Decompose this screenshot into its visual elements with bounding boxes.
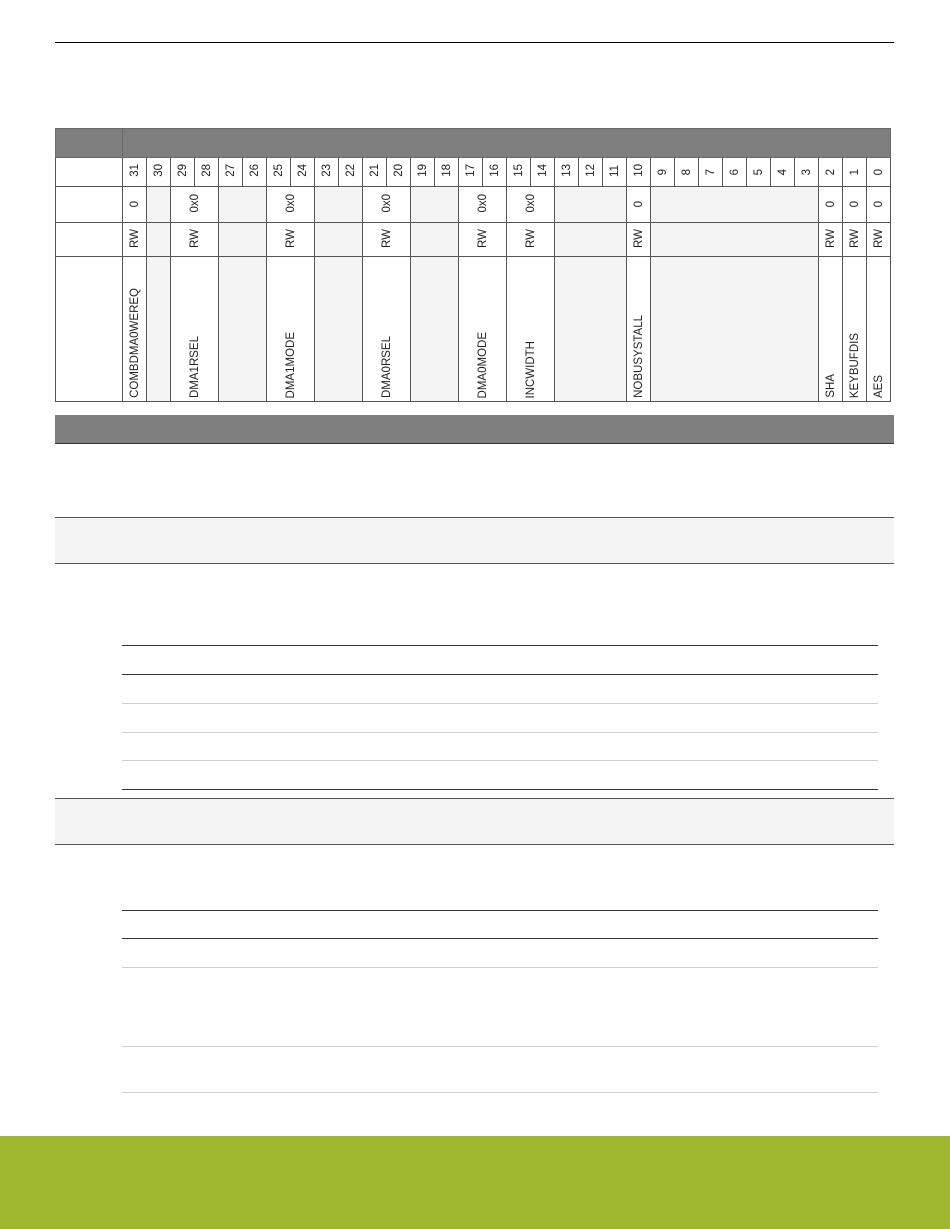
bit-number: 18 (435, 158, 459, 187)
enum-table-rule (122, 674, 878, 675)
reserved-cell (219, 257, 267, 402)
enum-table-rule (122, 1046, 878, 1047)
bit-number: 21 (363, 158, 387, 187)
bit-number: 26 (243, 158, 267, 187)
bit-number: 9 (651, 158, 675, 187)
reset-value: 0x0 (267, 187, 315, 223)
enum-table-rule (122, 910, 878, 911)
field-name: NOBUSYSTALL (627, 257, 651, 402)
access-value: RW (819, 223, 843, 257)
bit-number: 8 (675, 158, 699, 187)
reserved-cell (219, 187, 267, 223)
reserved-cell (147, 223, 171, 257)
bit-number: 16 (483, 158, 507, 187)
bit-number: 17 (459, 158, 483, 187)
bit-number: 5 (747, 158, 771, 187)
reset-value: 0 (627, 187, 651, 223)
field-name: COMBDMA0WEREQ (123, 257, 147, 402)
bit-number: 10 (627, 158, 651, 187)
reserved-cell (651, 257, 819, 402)
reserved-cell (147, 187, 171, 223)
bit-number: 0 (867, 158, 891, 187)
bit-number: 7 (699, 158, 723, 187)
bit-number: 24 (291, 158, 315, 187)
reserved-cell (147, 257, 171, 402)
access-value: RW (459, 223, 507, 257)
reset-value: 0 (123, 187, 147, 223)
field-name: SHA (819, 257, 843, 402)
enum-table-rule (122, 938, 878, 939)
bit-number: 31 (123, 158, 147, 187)
access-value: RW (123, 223, 147, 257)
enum-table-rule (122, 760, 878, 761)
bit-number: 23 (315, 158, 339, 187)
reset-value: 0 (867, 187, 891, 223)
enum-table-rule (122, 1092, 878, 1093)
access-value: RW (843, 223, 867, 257)
bit-number: 25 (267, 158, 291, 187)
reserved-cell (651, 187, 819, 223)
bit-number: 1 (843, 158, 867, 187)
bit-number: 29 (171, 158, 195, 187)
access-value: RW (267, 223, 315, 257)
bit-number: 20 (387, 158, 411, 187)
reset-value: 0x0 (171, 187, 219, 223)
reserved-cell (411, 187, 459, 223)
reset-value-row (56, 187, 891, 223)
bit-number: 14 (531, 158, 555, 187)
top-rule (55, 42, 894, 43)
register-header-title (123, 129, 891, 158)
reserved-cell (555, 187, 627, 223)
reset-row-label (56, 187, 123, 223)
bit-number-row (56, 158, 891, 187)
reserved-cell (555, 257, 627, 402)
register-header-label (56, 129, 123, 158)
reset-value: 0 (819, 187, 843, 223)
bit-number: 11 (603, 158, 627, 187)
enum-table-rule (122, 732, 878, 733)
bit-number: 15 (507, 158, 531, 187)
enum-table-rule (122, 967, 878, 968)
bit-number: 27 (219, 158, 243, 187)
reset-value: 0 (843, 187, 867, 223)
access-value: RW (363, 223, 411, 257)
field-name: DMA0MODE (459, 257, 507, 402)
bit-number: 28 (195, 158, 219, 187)
bit-number: 6 (723, 158, 747, 187)
access-row (56, 223, 891, 257)
bit-number: 22 (339, 158, 363, 187)
footer-band (0, 1136, 950, 1229)
access-row-label (56, 223, 123, 257)
field-table-header (55, 415, 894, 443)
bit-number: 19 (411, 158, 435, 187)
field-name: DMA1RSEL (171, 257, 219, 402)
register-bit-table (55, 128, 891, 402)
bit-row-label (56, 158, 123, 187)
reserved-cell (651, 223, 819, 257)
bit-number: 12 (579, 158, 603, 187)
field-row-band (55, 798, 894, 845)
bit-number: 4 (771, 158, 795, 187)
enum-table-rule (122, 703, 878, 704)
enum-table-rule (122, 645, 878, 646)
reserved-cell (219, 223, 267, 257)
reserved-cell (411, 257, 459, 402)
field-name-row (56, 257, 891, 402)
field-table-divider (55, 443, 894, 444)
field-name: AES (867, 257, 891, 402)
reserved-cell (555, 223, 627, 257)
reserved-cell (315, 257, 363, 402)
access-value: RW (627, 223, 651, 257)
reset-value: 0x0 (363, 187, 411, 223)
reserved-cell (315, 223, 363, 257)
name-row-label (56, 257, 123, 402)
bit-number: 2 (819, 158, 843, 187)
access-value: RW (867, 223, 891, 257)
field-name: INCWIDTH (507, 257, 555, 402)
field-name: KEYBUFDIS (843, 257, 867, 402)
field-row-band (55, 517, 894, 564)
bit-number: 13 (555, 158, 579, 187)
register-header-row (56, 129, 891, 158)
field-name: DMA0RSEL (363, 257, 411, 402)
enum-table-rule (122, 789, 878, 790)
field-name: DMA1MODE (267, 257, 315, 402)
access-value: RW (507, 223, 555, 257)
reserved-cell (411, 223, 459, 257)
reset-value: 0x0 (507, 187, 555, 223)
reset-value: 0x0 (459, 187, 507, 223)
bit-number: 3 (795, 158, 819, 187)
access-value: RW (171, 223, 219, 257)
reserved-cell (315, 187, 363, 223)
bit-number: 30 (147, 158, 171, 187)
